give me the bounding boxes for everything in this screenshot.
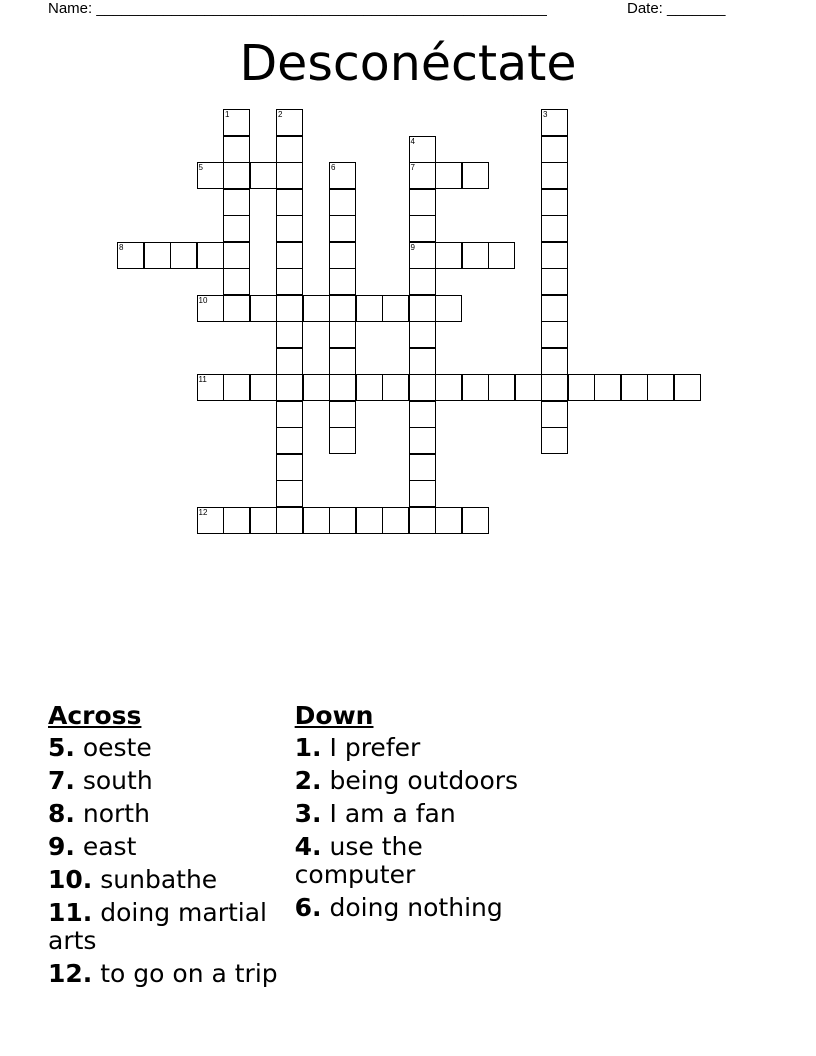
crossword-cell[interactable]: [276, 242, 303, 269]
clue-number: 9.: [48, 832, 75, 861]
cell-number: 9: [410, 242, 415, 252]
crossword-cell[interactable]: [409, 189, 436, 216]
clue-text: north: [82, 799, 150, 828]
cell-number: 7: [410, 163, 415, 172]
crossword-cell[interactable]: [223, 109, 250, 136]
page-title: Desconéctate: [239, 35, 577, 92]
crossword-cell[interactable]: [276, 507, 303, 534]
crossword-cell[interactable]: [329, 189, 356, 216]
crossword-cell[interactable]: [382, 507, 409, 534]
clue-text: use the computer: [294, 832, 423, 889]
clue-across-5: [48, 734, 295, 762]
crossword-cell[interactable]: [276, 427, 303, 454]
crossword-cell[interactable]: [303, 374, 330, 401]
crossword-cell[interactable]: [382, 295, 409, 322]
crossword-cell[interactable]: [409, 480, 436, 507]
crossword-cell[interactable]: [541, 162, 568, 189]
clue-number: 2.: [294, 766, 322, 795]
crossword-cell[interactable]: [329, 348, 356, 375]
crossword-cell[interactable]: [541, 295, 568, 322]
crossword-cell[interactable]: [409, 507, 436, 534]
clue-text: I am a fan: [329, 799, 456, 828]
crossword-cell[interactable]: [276, 268, 303, 295]
crossword-cell[interactable]: [409, 348, 436, 375]
clue-number: 5.: [48, 733, 75, 762]
crossword-cell[interactable]: [197, 242, 224, 269]
name-field: Name: ______________________________________________________: [48, 0, 547, 17]
crossword-cell[interactable]: [250, 374, 277, 401]
clue-across-11: [48, 899, 295, 955]
crossword-cell[interactable]: [541, 321, 568, 348]
crossword-cell[interactable]: [541, 242, 568, 269]
clue-number: 6.: [294, 893, 322, 922]
clue-across-8: [48, 800, 295, 828]
crossword-cell[interactable]: [488, 374, 515, 401]
clue-number: 11.: [48, 898, 93, 927]
clue-text: doing martial arts: [48, 898, 267, 955]
clue-number: 4.: [294, 832, 322, 861]
clue-text: I prefer: [329, 733, 421, 762]
crossword-cell[interactable]: [409, 374, 436, 401]
crossword-cell[interactable]: [197, 507, 224, 534]
crossword-cell[interactable]: [197, 162, 224, 189]
crossword-cell[interactable]: [223, 507, 250, 534]
crossword-cell[interactable]: [197, 374, 224, 401]
clue-across-9: [48, 833, 295, 861]
crossword-cell[interactable]: [541, 215, 568, 242]
crossword-cell[interactable]: [356, 295, 383, 322]
crossword-cell[interactable]: [541, 374, 568, 401]
crossword-cell[interactable]: [223, 374, 250, 401]
crossword-cell[interactable]: [409, 454, 436, 481]
crossword-cell[interactable]: [435, 374, 462, 401]
crossword-cell[interactable]: [674, 374, 701, 401]
across-heading: Across: [48, 701, 142, 730]
crossword-cell[interactable]: [435, 295, 462, 322]
crossword-cell[interactable]: [117, 242, 144, 269]
crossword-cell[interactable]: [541, 401, 568, 428]
clue-across-12: [48, 960, 295, 988]
cell-number: 6: [331, 163, 336, 172]
crossword-cell[interactable]: [435, 507, 462, 534]
clue-number: 7.: [48, 766, 75, 795]
crossword-cell[interactable]: [223, 295, 250, 322]
crossword-cell[interactable]: [462, 242, 489, 269]
crossword-cell[interactable]: [223, 242, 250, 269]
cell-number: 8: [119, 242, 124, 252]
crossword-cell[interactable]: [462, 507, 489, 534]
crossword-cell[interactable]: [329, 374, 356, 401]
crossword-cell[interactable]: [276, 215, 303, 242]
crossword-cell[interactable]: [276, 480, 303, 507]
crossword-cell[interactable]: [144, 242, 171, 269]
crossword-cell[interactable]: [276, 109, 303, 136]
cell-number: 11: [198, 375, 207, 384]
crossword-cell[interactable]: [276, 374, 303, 401]
crossword-cell[interactable]: [541, 136, 568, 163]
crossword-cell[interactable]: [409, 215, 436, 242]
crossword-cell[interactable]: [541, 427, 568, 454]
crossword-cell[interactable]: [568, 374, 595, 401]
crossword-cell[interactable]: [170, 242, 197, 269]
crossword-cell[interactable]: [409, 242, 436, 269]
crossword-cell[interactable]: [276, 189, 303, 216]
cell-number: 1: [225, 110, 230, 119]
clue-across-10: [48, 866, 295, 894]
clue-text: oeste: [82, 733, 152, 762]
down-heading: Down: [294, 701, 374, 730]
crossword-cell[interactable]: [541, 189, 568, 216]
crossword-cell[interactable]: [409, 295, 436, 322]
crossword-cell[interactable]: [488, 242, 515, 269]
crossword-cell[interactable]: [409, 268, 436, 295]
clue-down-2: [295, 767, 542, 795]
crossword-cell[interactable]: [303, 507, 330, 534]
crossword-cell[interactable]: [409, 401, 436, 428]
crossword-cell[interactable]: [276, 401, 303, 428]
crossword-cell[interactable]: [276, 136, 303, 163]
crossword-cell[interactable]: [329, 507, 356, 534]
crossword-cell[interactable]: [223, 136, 250, 163]
clue-text: south: [82, 766, 153, 795]
crossword-cell[interactable]: [647, 374, 674, 401]
crossword-cell[interactable]: [621, 374, 648, 401]
crossword-cell[interactable]: [329, 321, 356, 348]
crossword-cell[interactable]: [409, 427, 436, 454]
crossword-cell[interactable]: [276, 162, 303, 189]
crossword-cell[interactable]: [329, 427, 356, 454]
crossword-cell[interactable]: [329, 242, 356, 269]
crossword-cell[interactable]: [435, 242, 462, 269]
crossword-cell[interactable]: [329, 215, 356, 242]
crossword-cell[interactable]: [462, 162, 489, 189]
date-field: Date: _______: [627, 0, 726, 17]
crossword-cell[interactable]: [356, 507, 383, 534]
crossword-cell[interactable]: [223, 189, 250, 216]
crossword-cell[interactable]: [515, 374, 542, 401]
crossword-cell[interactable]: [541, 348, 568, 375]
crossword-cell[interactable]: [329, 295, 356, 322]
crossword-cell[interactable]: [276, 454, 303, 481]
crossword-cell[interactable]: [223, 215, 250, 242]
crossword-cell[interactable]: [356, 374, 383, 401]
clue-across-7: [48, 767, 295, 795]
crossword-cell[interactable]: [435, 162, 462, 189]
crossword-cell[interactable]: [276, 321, 303, 348]
cell-number: 3: [543, 110, 548, 119]
crossword-cell[interactable]: [250, 162, 277, 189]
clue-text: being outdoors: [329, 766, 519, 795]
crossword-cell[interactable]: [197, 295, 224, 322]
clue-text: sunbathe: [100, 865, 218, 894]
clue-number: 8.: [48, 799, 75, 828]
crossword-cell[interactable]: [462, 374, 489, 401]
crossword-cell[interactable]: [329, 401, 356, 428]
cell-number: 5: [198, 163, 203, 172]
cell-number: 10: [198, 295, 208, 305]
clue-down-4: [295, 833, 542, 889]
clue-down-3: [295, 800, 542, 828]
cell-number: 2: [278, 110, 283, 119]
cell-number: 4: [410, 136, 415, 146]
crossword-cell[interactable]: [276, 295, 303, 322]
crossword-cell[interactable]: [276, 348, 303, 375]
crossword-cell[interactable]: [541, 109, 568, 136]
crossword-cell[interactable]: [250, 507, 277, 534]
crossword-cell[interactable]: [329, 268, 356, 295]
clue-text: east: [82, 832, 137, 861]
clue-down-6: [295, 894, 542, 922]
clue-number: 1.: [294, 733, 322, 762]
clue-number: 10.: [48, 865, 93, 894]
crossword-cell[interactable]: [409, 321, 436, 348]
clue-number: 12.: [48, 959, 93, 988]
crossword-cell[interactable]: [541, 268, 568, 295]
crossword-cell[interactable]: [250, 295, 277, 322]
clues-section: [48, 702, 788, 1002]
crossword-cell[interactable]: [223, 268, 250, 295]
clue-text: to go on a trip: [100, 959, 278, 988]
crossword-cell[interactable]: [223, 162, 250, 189]
clue-text: doing nothing: [329, 893, 503, 922]
crossword-cell[interactable]: [409, 136, 436, 163]
crossword-cell[interactable]: [409, 162, 436, 189]
crossword-cell[interactable]: [382, 374, 409, 401]
crossword-cell[interactable]: [303, 295, 330, 322]
clue-number: 3.: [294, 799, 322, 828]
crossword-cell[interactable]: [329, 162, 356, 189]
crossword-cell[interactable]: [594, 374, 621, 401]
cell-number: 12: [198, 507, 208, 517]
clue-down-1: [295, 734, 542, 762]
